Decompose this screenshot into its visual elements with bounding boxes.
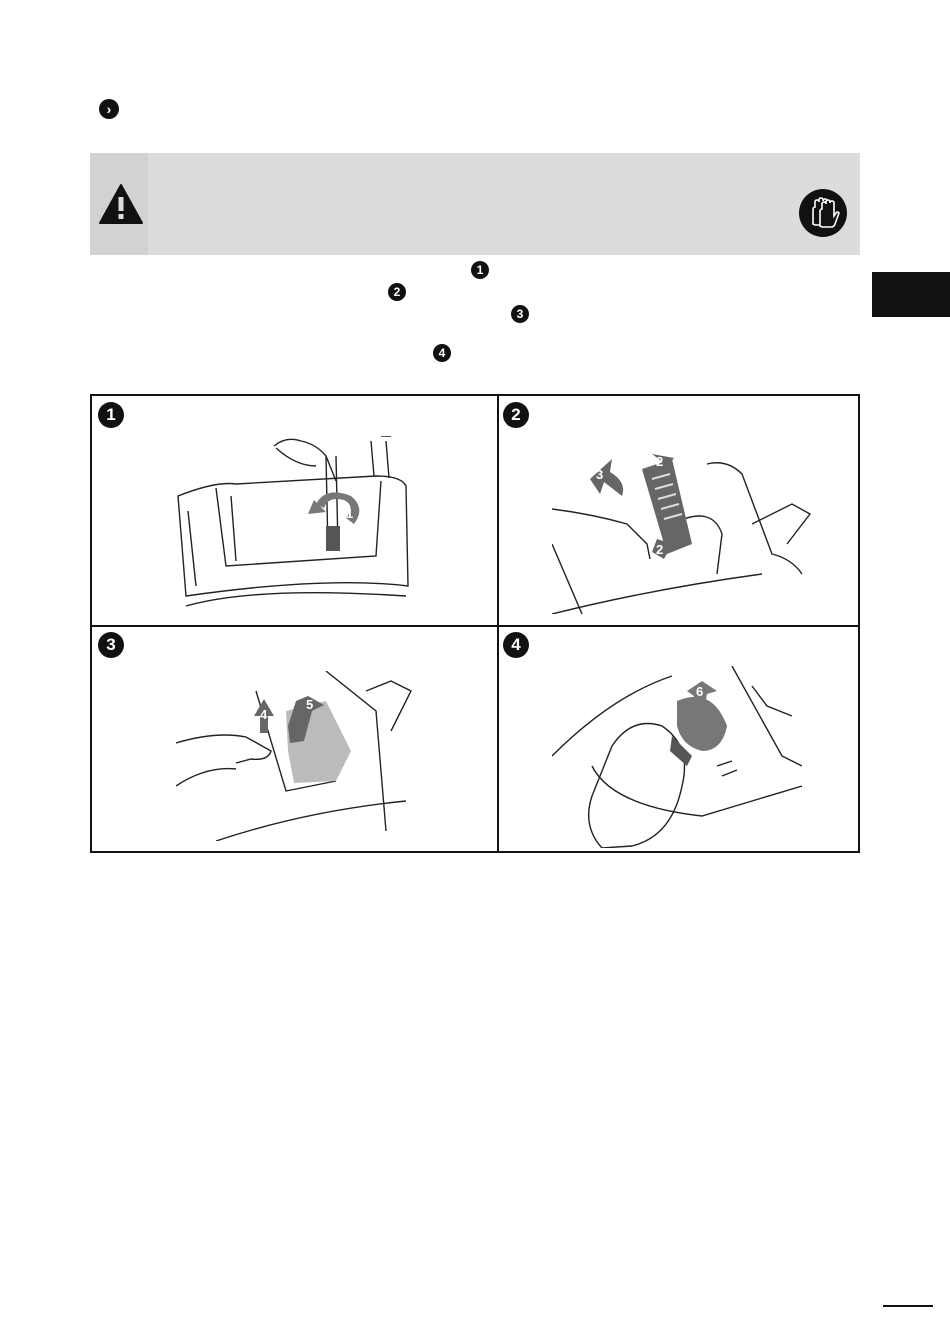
warning-box	[90, 153, 860, 255]
panel-1-illustration	[176, 436, 416, 616]
page-number-rule	[883, 1305, 933, 1307]
warning-triangle-icon	[98, 183, 144, 225]
step-marker-3: 3	[511, 305, 529, 323]
panel-badge-3: 3	[98, 632, 124, 658]
grid-divider-horizontal	[92, 625, 858, 627]
step-marker-2: 2	[388, 283, 406, 301]
panel-badge-4: 4	[503, 632, 529, 658]
section-tab	[872, 272, 950, 317]
panel-4-arrow-label: 6	[696, 684, 704, 699]
panel-badge-2: 2	[503, 402, 529, 428]
panel-3-arrow-label-b: 5	[306, 697, 314, 712]
panel-badge-1: 1	[98, 402, 124, 428]
illustration-grid	[90, 394, 860, 853]
wear-gloves-icon	[798, 188, 848, 238]
panel-2-arrow-label-a: 3	[596, 467, 604, 482]
chevron-right-icon: ›	[99, 99, 119, 119]
step-marker-4: 4	[433, 344, 451, 362]
panel-1-arrow-label: 1	[346, 506, 354, 521]
panel-3-illustration	[176, 671, 416, 841]
grid-divider-vertical	[497, 396, 499, 851]
panel-2-illustration	[552, 444, 812, 614]
step-marker-1: 1	[471, 261, 489, 279]
panel-2-arrow-label-c: 2	[656, 542, 664, 557]
panel-2-arrow-label-b: 2	[656, 454, 664, 469]
panel-4-illustration	[552, 666, 802, 848]
panel-3-arrow-label-a: 4	[260, 707, 268, 722]
